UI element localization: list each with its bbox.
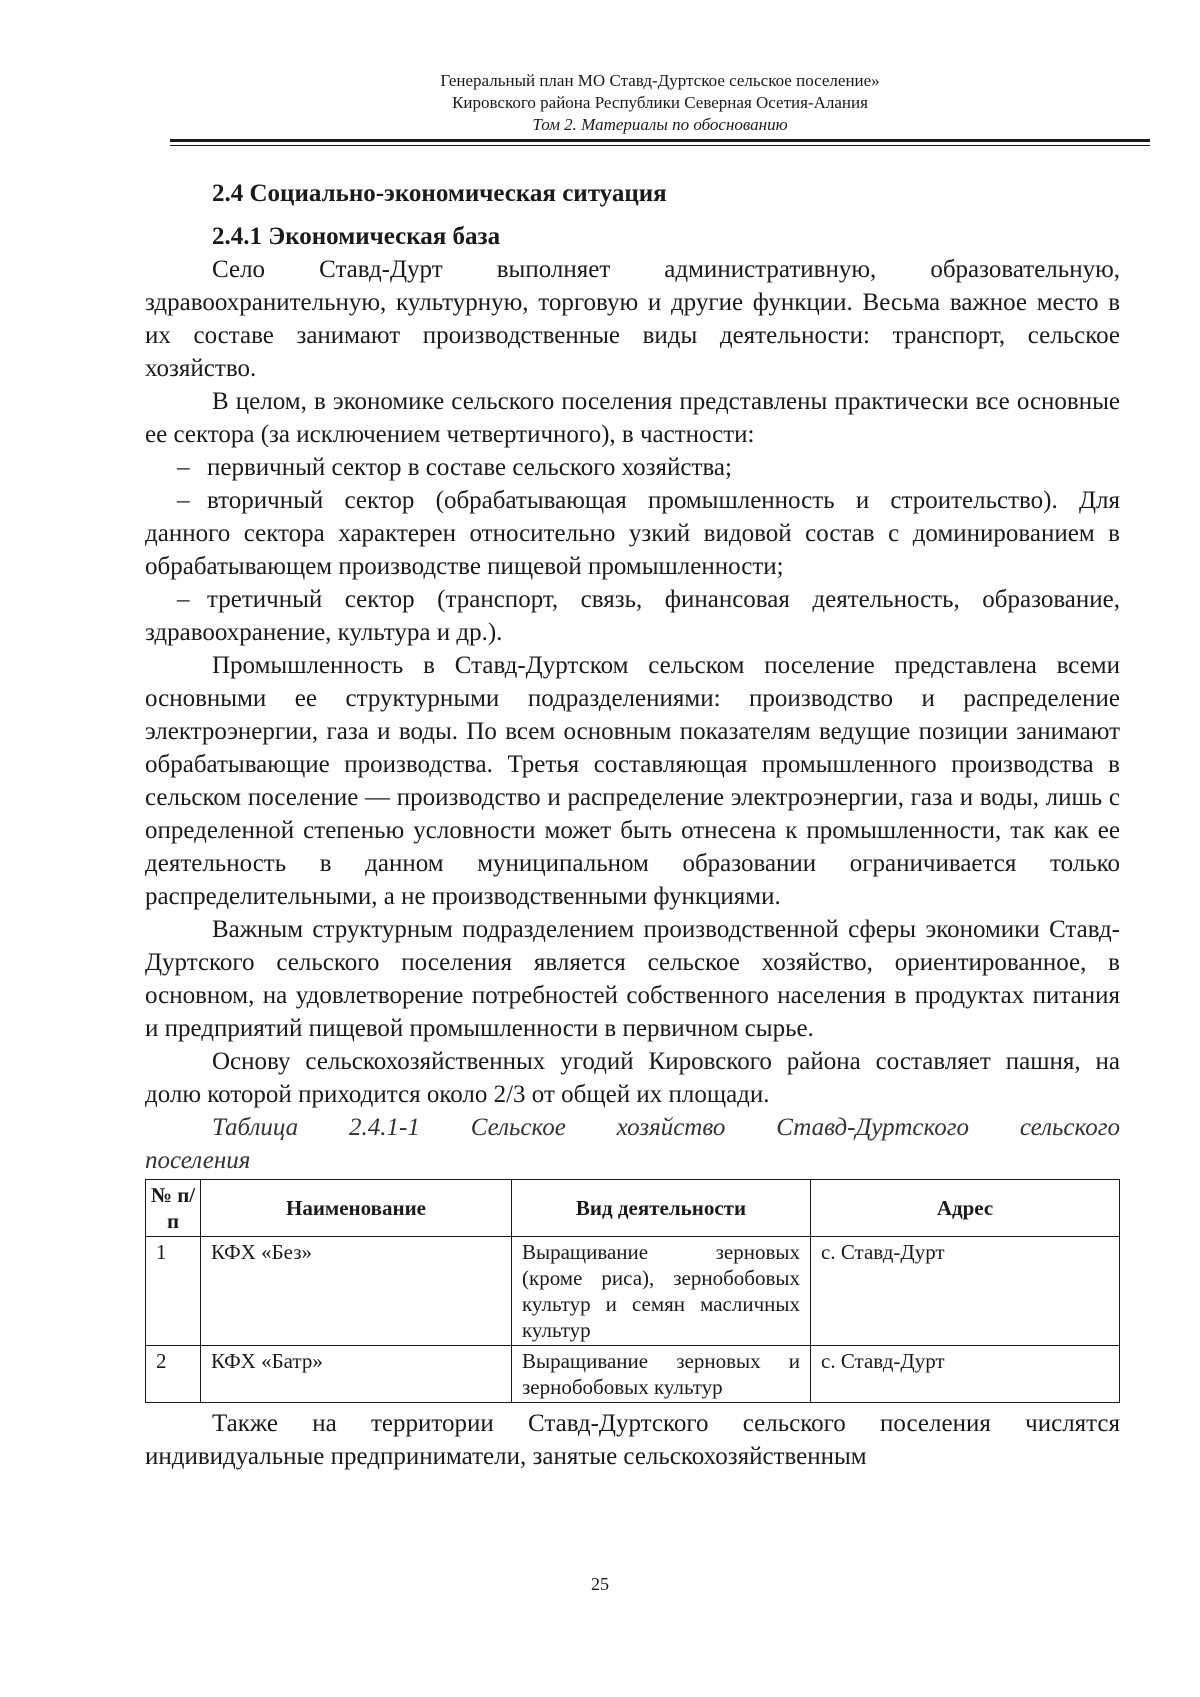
cell-name: КФХ «Батр» [201,1346,512,1403]
header-title-line: Генеральный план МО Ставд-Дуртское сельское поселение» [440,71,880,90]
paragraph: Основу сельскохозяйственных угодий Кировского района составляет пашня, на долю которой приходится около 2/3 от общей их площади. [145,1048,1120,1108]
header-address: Адрес [811,1180,1120,1237]
page-number: 25 [591,1574,609,1594]
paragraph: В целом, в экономике сельского поселения представлены практически все основные ее сектора (за исключением четвертичного), в частности: [145,388,1120,448]
table-caption: Таблица 2.4.1-1 Сельское хозяйство Ставд-Дуртского сельского поселения [145,1114,1120,1174]
header-volume-line: Том 2. Материалы по обоснованию [532,115,788,134]
list-item-text: первичный сектор в составе сельского хозяйства; [207,454,732,481]
subsection-heading: 2.4.1 Экономическая база [212,223,501,250]
header-region-line: Кировского района Республики Северная Осетия-Алания [452,93,868,112]
list-dash: – [177,586,190,613]
list-item [145,484,1120,583]
list-dash: – [177,454,190,481]
cell-address: с. Ставд-Дурт [811,1237,1120,1346]
closing-paragraph: Также на территории Ставд-Дуртского сельского поселения числятся индивидуальные предприниматели, занятые сельскохозяйственным [145,1410,1120,1470]
list-dash: – [177,487,190,514]
cell-activity: Выращивание зерновых и зернобобовых культур [512,1346,811,1403]
cell-number: 2 [146,1346,201,1403]
page-content [145,175,1120,1473]
list-item-text: вторичный сектор (обрабатывающая промышленность и строительство). Для данного сектора характерен относительно узкий видовой состав с доминированием в обрабатывающем производстве пищевой промышленности; [145,487,1120,580]
header-rule-thick [170,139,1150,142]
list-item [145,451,1120,484]
section-heading: 2.4 Социально-экономическая ситуация [212,180,667,207]
cell-address: с. Ставд-Дурт [811,1346,1120,1403]
list-item-text: третичный сектор (транспорт, связь, финансовая деятельность, образование, здравоохранение, культура и др.). [145,586,1120,646]
list-item [145,583,1120,649]
header-rule-thin [170,145,1150,146]
header-activity: Вид деятельности [512,1180,811,1237]
table-row [146,1237,1120,1346]
running-header [170,70,1150,136]
cell-name: КФХ «Без» [201,1237,512,1346]
table-header-row [146,1180,1120,1237]
paragraph: Промышленность в Ставд-Дуртском сельском поселение представлена всеми основными ее структурными подразделениями: производство и распределение электроэнергии, газа и воды. По всем основным показателям ведущие позиции занимают обрабатывающие производства. Третья составляющая промышленного производства в сельском поселение — производство и распределение электроэнергии, газа и воды, лишь с определенной степенью условности может быть отнесена к промышленности, так как ее деятельность в данном муниципальном образовании ограничивается только распределительными, а не производственными функциями. [145,652,1120,910]
cell-number: 1 [146,1237,201,1346]
table-row [146,1346,1120,1403]
agriculture-table [145,1179,1120,1403]
header-name: Наименование [201,1180,512,1237]
paragraph: Село Ставд-Дурт выполняет административную, образовательную, здравоохранительную, культурную, торговую и другие функции. Весьма важное место в их составе занимают производственные виды деятельности: транспорт, сельское хозяйство. [145,256,1120,382]
paragraph: Важным структурным подразделением производственной сферы экономики Ставд-Дуртского сельского поселения является сельское хозяйство, ориентированное, в основном, на удовлетворение потребностей собственного населения в продуктах питания и предприятий пищевой промышленности в первичном сырье. [145,916,1120,1042]
header-number: № п/п [146,1180,201,1237]
cell-activity: Выращивание зерновых (кроме риса), зернобобовых культур и семян масличных культур [512,1237,811,1346]
